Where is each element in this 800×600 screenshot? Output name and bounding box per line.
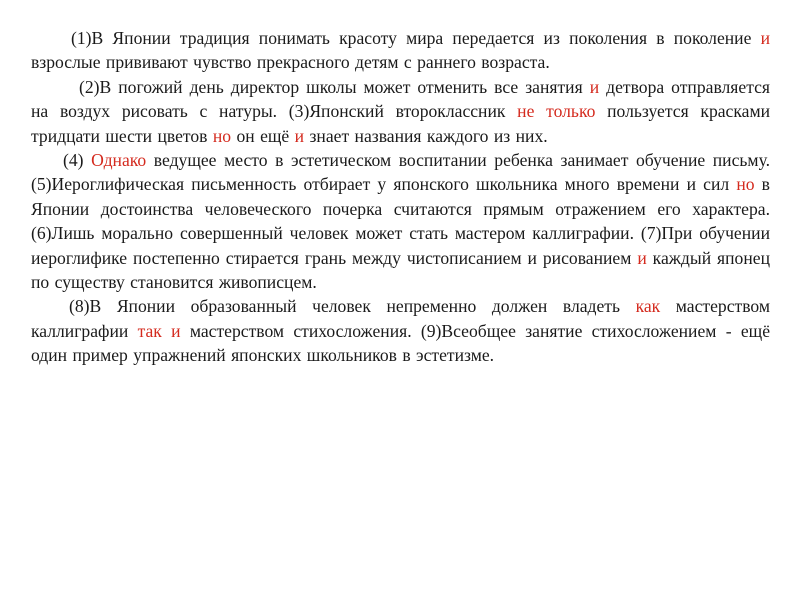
text-segment: он ещё bbox=[231, 125, 295, 146]
highlighted-conjunction: и bbox=[760, 28, 770, 48]
highlighted-conjunction: и bbox=[637, 247, 647, 268]
highlighted-conjunction: так и bbox=[137, 320, 181, 341]
text-segment: знает названия каждого из них. bbox=[304, 125, 548, 146]
text-segment: мастерством каллиграфии bbox=[31, 296, 770, 341]
text-segment: (4) bbox=[63, 150, 92, 171]
text-segment: мастерством стихосложения. (9)Всеобщее занятие стихосложением - ещё один пример упражнений японских школьников в эстетизме. bbox=[31, 320, 771, 366]
text-segment: (2)В погожий день директор школы может отменить все занятия bbox=[79, 76, 590, 97]
text-segment: ведущее место в эстетическом воспитании ребенка занимает обучение письму. (5)Иероглифическая письменность отбирает у японского школьника много времени и сил bbox=[31, 150, 770, 195]
text-segment: (8)В Японии образованный человек непременно должен владеть bbox=[69, 296, 636, 317]
highlighted-conjunction: Однако bbox=[91, 150, 147, 171]
text-segment: взрослые прививают чувство прекрасного детям с раннего возраста. bbox=[31, 52, 550, 73]
text-segment: пользуется красками тридцати шести цветов bbox=[31, 101, 770, 146]
highlighted-conjunction: но bbox=[736, 174, 755, 195]
paragraph-3 bbox=[31, 148, 770, 294]
highlighted-conjunction: и bbox=[589, 76, 600, 97]
paragraph-2 bbox=[31, 75, 770, 148]
text-segment: (1)В Японии традиция понимать красоту мира передается из поколения в поколение bbox=[71, 28, 761, 48]
highlighted-conjunction: как bbox=[635, 296, 661, 317]
text-segment: каждый японец по существу становится живописцем. bbox=[31, 247, 770, 293]
text-segment: в Японии достоинства человеческого почерка считаются прямым отражением его характера. (6)Лишь морально совершенный человек может стать мастером каллиграфии. (7)При обучении иероглифике постепенно стирается грань между чистописанием и рисованием bbox=[31, 174, 770, 268]
highlighted-conjunction: но bbox=[212, 125, 232, 146]
text-segment: детвора отправляется на воздух рисовать с натуры. (3)Японский второклассник bbox=[31, 76, 771, 122]
highlighted-conjunction: не только bbox=[517, 101, 596, 122]
highlighted-conjunction: и bbox=[294, 125, 305, 146]
paragraph-1 bbox=[31, 26, 770, 75]
paragraph-4 bbox=[31, 294, 770, 367]
